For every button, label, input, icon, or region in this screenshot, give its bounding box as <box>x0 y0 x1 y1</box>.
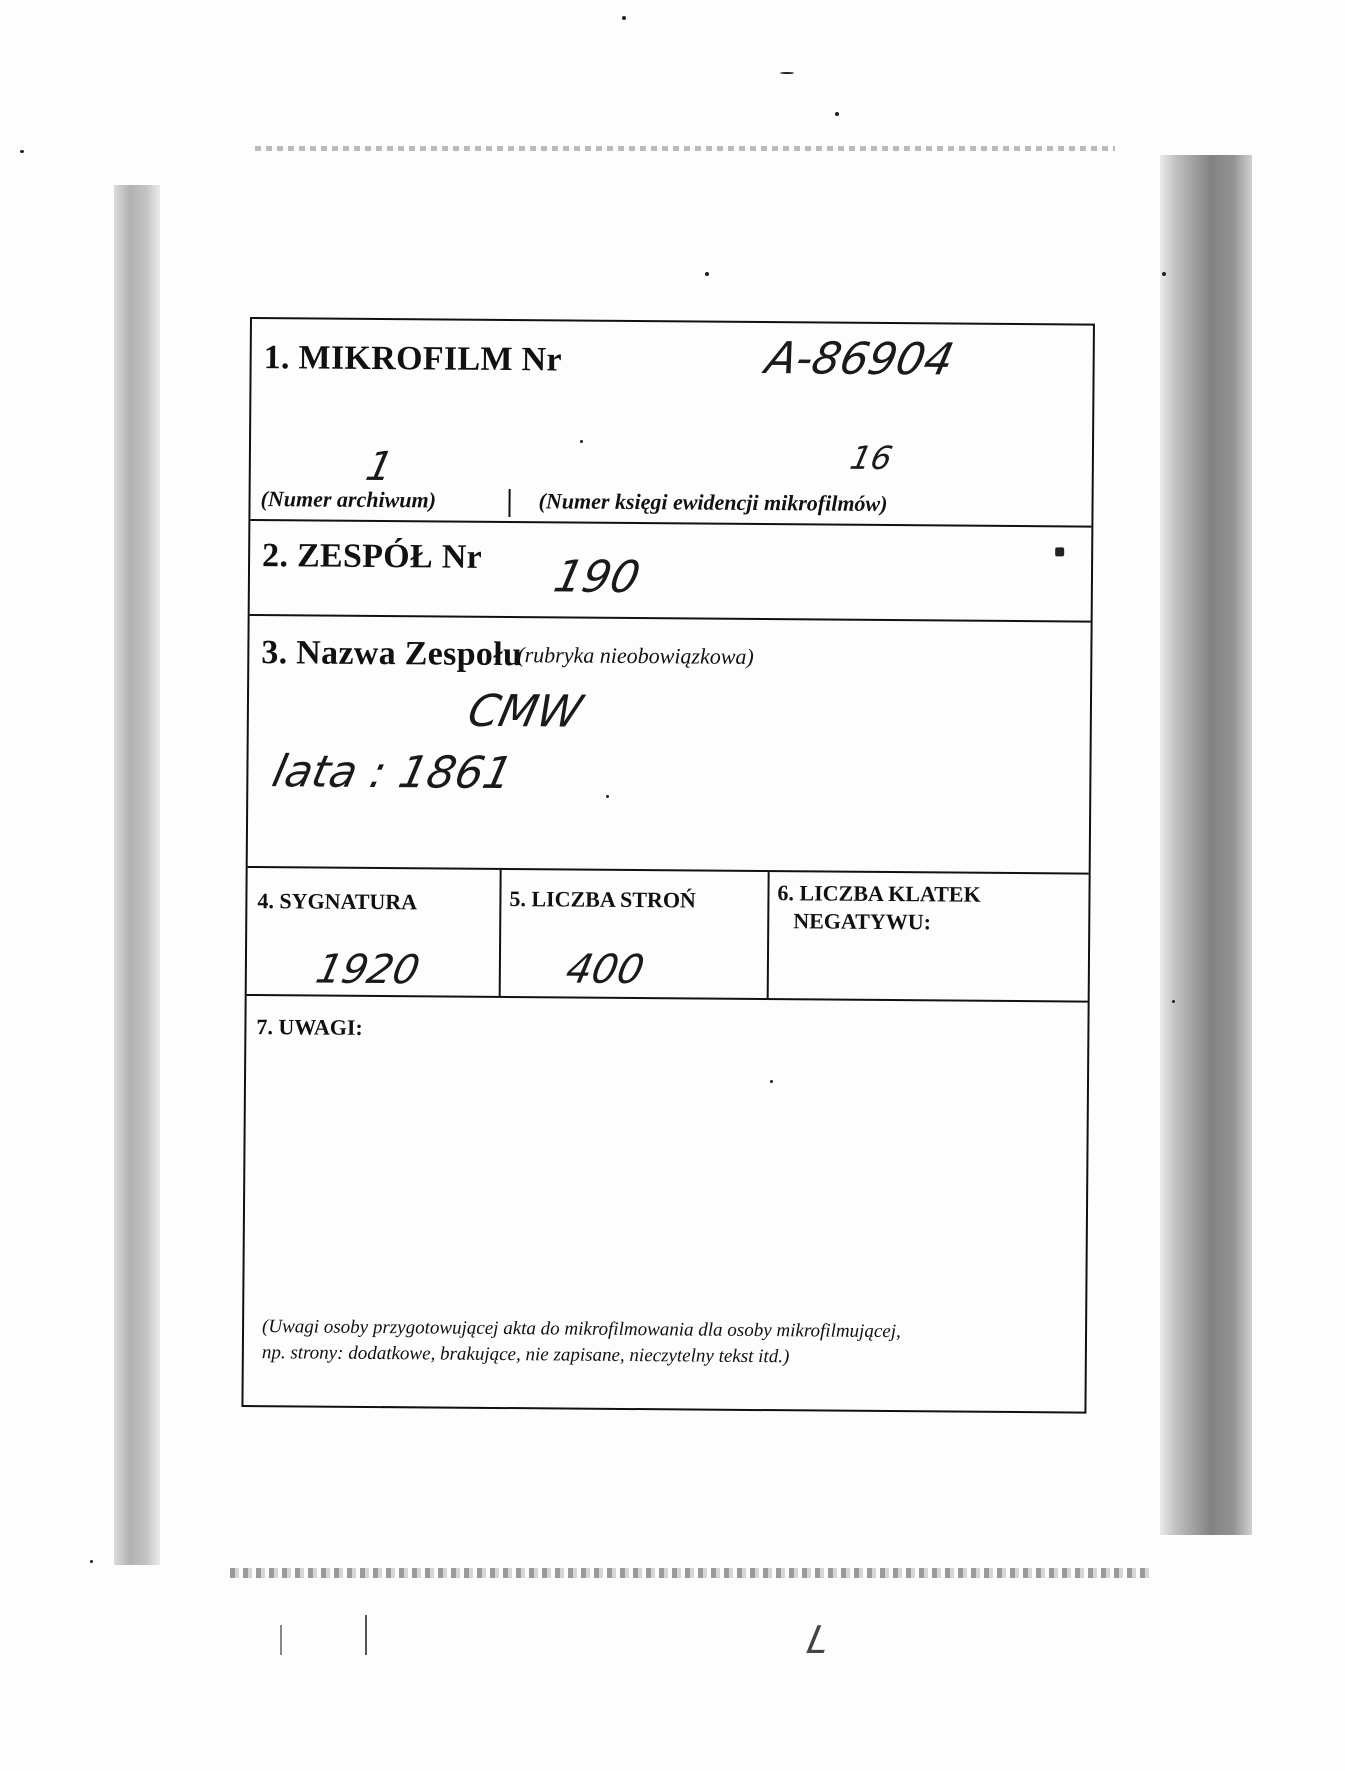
scan-speck <box>1172 1000 1175 1003</box>
archive-number-label: (Numer archiwum) <box>260 486 437 513</box>
sygnatura-handwritten: 1920 <box>311 946 424 994</box>
nazwa-zespolu-note: (rubryka nieobowiązkowa) <box>517 642 754 669</box>
register-number-label: (Numer księgi ewidencji mikrofilmów) <box>538 488 888 517</box>
scan-scratch <box>365 1615 367 1655</box>
scan-edge-top <box>255 146 1115 151</box>
nazwa-zespolu-handwritten: CMW <box>463 685 587 738</box>
years-handwritten: lata : 1861 <box>267 746 518 800</box>
liczba-klatek-label-line1: 6. LICZBA KLATEK <box>777 880 981 907</box>
row-uwagi <box>243 996 1087 1411</box>
zespol-label: 2. ZESPÓŁ Nr <box>261 537 483 576</box>
scan-speck <box>705 272 709 276</box>
scan-edge-right <box>1160 155 1252 1535</box>
uwagi-note-line1: (Uwagi osoby przygotowującej akta do mikrofilmowania dla osoby mikrofilmującej, <box>261 1316 901 1343</box>
microfilm-form <box>241 317 1095 1414</box>
zespol-handwritten-number: 190 <box>549 551 645 604</box>
sygnatura-label: 4. SYGNATURA <box>257 888 418 915</box>
row-nazwa-zespolu <box>248 616 1091 875</box>
liczba-klatek-label-line2: NEGATYWU: <box>793 908 932 935</box>
scan-scratch <box>280 1625 282 1655</box>
scan-speck <box>780 72 794 74</box>
row-details <box>247 868 1089 1003</box>
scan-speck <box>1162 272 1166 276</box>
scan-speck <box>622 16 626 20</box>
row-zespol <box>250 521 1092 623</box>
scan-speck <box>20 150 24 153</box>
nazwa-zespolu-label: 3. Nazwa Zespołu <box>261 634 523 674</box>
liczba-stron-label: 5. LICZBA STROŃ <box>509 886 696 913</box>
archive-number-handwritten: 1 <box>361 443 398 491</box>
register-number-handwritten: 16 <box>846 438 896 478</box>
liczba-stron-handwritten: 400 <box>561 946 649 994</box>
uwagi-label: 7. UWAGI: <box>256 1014 363 1040</box>
column-divider <box>767 872 770 998</box>
mikrofilm-label: 1. MIKROFILM Nr <box>263 339 563 379</box>
scan-edge-bottom <box>230 1568 1150 1578</box>
column-divider <box>499 870 502 996</box>
sub-field-divider <box>508 489 510 517</box>
row-mikrofilm <box>250 319 1093 528</box>
uwagi-note-line2: np. strony: dodatkowe, brakujące, nie zapisane, nieczytelny tekst itd.) <box>261 1342 790 1368</box>
scan-speck <box>835 112 839 116</box>
margin-handwritten-mark: L <box>803 1618 834 1662</box>
scan-edge-left <box>114 185 160 1565</box>
mikrofilm-handwritten-number: A-86904 <box>761 333 959 386</box>
scan-speck <box>90 1560 93 1563</box>
ink-dot <box>1055 547 1064 556</box>
